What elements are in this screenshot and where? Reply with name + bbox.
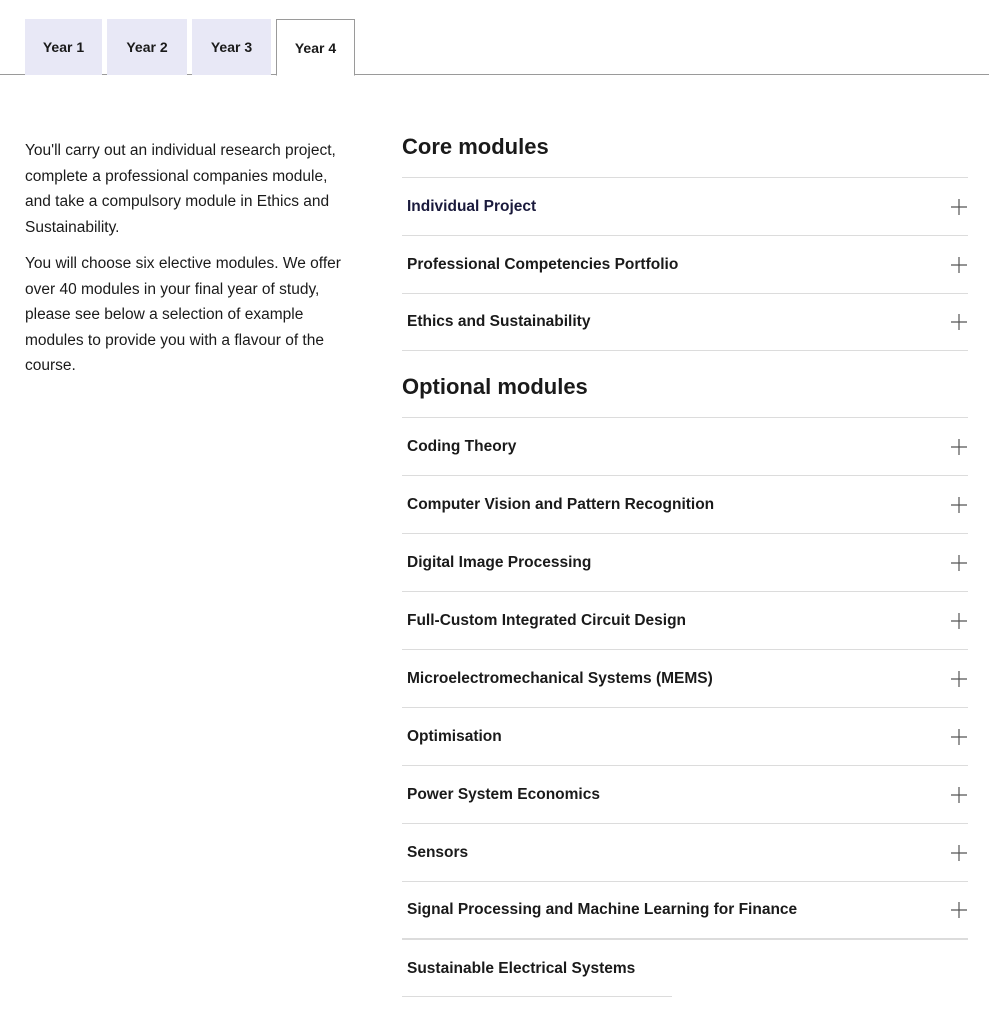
- module-label: Signal Processing and Machine Learning for Finance: [407, 901, 798, 918]
- modules-column: [402, 127, 968, 997]
- module-row-sustainable-electrical-systems[interactable]: [402, 939, 968, 997]
- module-label: Full-Custom Integrated Circuit Design: [407, 611, 687, 629]
- module-label: Optimisation: [407, 727, 502, 745]
- intro-paragraph-1: You'll carry out an individual research project, complete a professional companies module, and take a compulsory module in Ethics and Sustainability.: [25, 142, 336, 236]
- plus-icon[interactable]: [950, 554, 968, 572]
- year-tabs: [0, 0, 989, 76]
- plus-icon[interactable]: [950, 198, 968, 216]
- plus-icon[interactable]: [950, 844, 968, 862]
- module-row-full-custom-ic-design[interactable]: [402, 591, 968, 649]
- module-row-mems[interactable]: [402, 649, 968, 707]
- module-row-power-system-economics[interactable]: [402, 765, 968, 823]
- module-label: Computer Vision and Pattern Recognition: [407, 495, 715, 513]
- module-row-digital-image-processing[interactable]: [402, 533, 968, 591]
- plus-icon[interactable]: [950, 670, 968, 688]
- core-modules-heading: Core modules: [402, 134, 549, 159]
- module-row-sensors[interactable]: [402, 823, 968, 881]
- optional-modules-list: [402, 417, 968, 939]
- module-row-individual-project[interactable]: [402, 177, 968, 235]
- plus-icon[interactable]: [950, 438, 968, 456]
- module-row-computer-vision[interactable]: [402, 475, 968, 533]
- module-label: Sensors: [407, 843, 469, 861]
- module-row-professional-competencies-portfolio[interactable]: [402, 235, 968, 293]
- module-label: Ethics and Sustainability: [407, 313, 591, 330]
- plus-icon[interactable]: [950, 728, 968, 746]
- optional-modules-heading: Optional modules: [402, 374, 588, 399]
- plus-icon[interactable]: [950, 256, 968, 274]
- tab-year-2[interactable]: Year 2: [107, 19, 187, 75]
- module-label: Professional Competencies Portfolio: [407, 255, 679, 273]
- module-row-ethics-and-sustainability[interactable]: [402, 293, 968, 351]
- plus-icon[interactable]: [950, 496, 968, 514]
- plus-icon[interactable]: [950, 313, 968, 331]
- module-label: Microelectromechanical Systems (MEMS): [407, 669, 713, 687]
- tab-year-4[interactable]: Year 4: [276, 19, 355, 76]
- module-row-optimisation[interactable]: [402, 707, 968, 765]
- intro-paragraph-2: You will choose six elective modules. We offer over 40 modules in your final year of study, please see below a selection of example modules to provide you with a flavour of the course.: [25, 255, 341, 374]
- tab-year-3[interactable]: Year 3: [192, 19, 271, 75]
- module-label: Power System Economics: [407, 785, 600, 803]
- module-row-coding-theory[interactable]: [402, 417, 968, 475]
- plus-icon[interactable]: [950, 612, 968, 630]
- plus-icon[interactable]: [950, 786, 968, 804]
- module-label: Individual Project: [407, 197, 537, 215]
- module-label: Sustainable Electrical Systems: [407, 959, 636, 977]
- core-modules-list: [402, 177, 968, 351]
- intro-text: [25, 138, 355, 390]
- plus-icon[interactable]: [950, 901, 968, 919]
- module-label: Digital Image Processing: [407, 553, 592, 571]
- row-divider: [402, 996, 672, 997]
- tab-year-1[interactable]: Year 1: [25, 19, 102, 75]
- module-label: Coding Theory: [407, 437, 517, 455]
- module-row-signal-processing-ml-finance[interactable]: [402, 881, 968, 939]
- last-row-wrap: [402, 939, 968, 997]
